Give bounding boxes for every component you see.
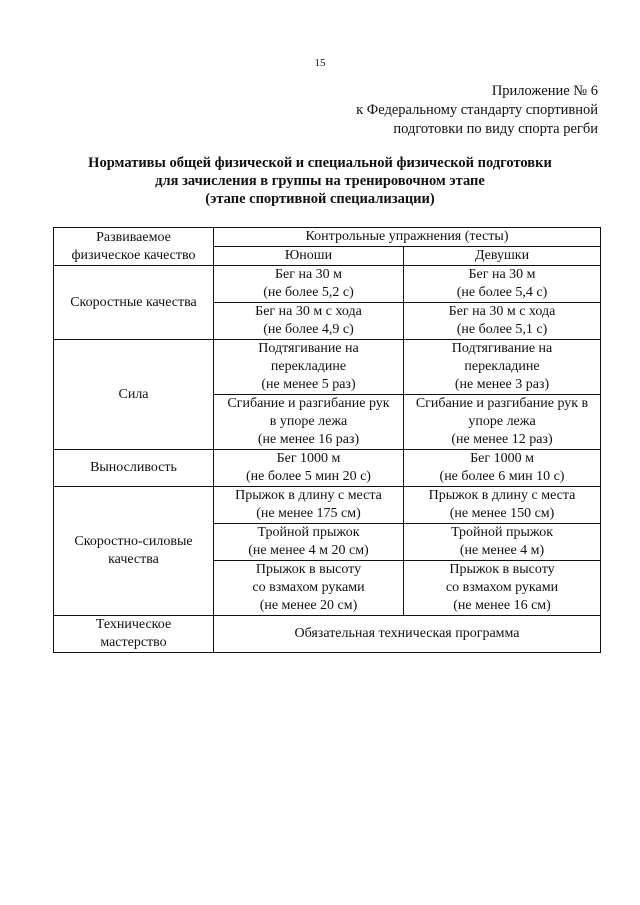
header-boys: Юноши [214,247,404,266]
cell-line: Бег 1000 м [470,451,534,466]
cell-line: (не менее 175 см) [256,506,361,521]
header-quality-line: физическое качество [71,247,196,263]
cell-line: (не более 5,4 с) [456,285,548,300]
test-cell-boys [214,524,404,561]
test-cell-girls [404,487,601,524]
page-number: 15 [314,57,326,69]
cell-line: (не менее 3 раз) [454,377,550,392]
cell-line: Подтягивание на [451,341,553,356]
test-cell-girls [404,450,601,487]
header-tests: Контрольные упражнения (тесты) [214,228,601,247]
cell-line: (не менее 12 раз) [451,432,553,447]
cell-line: Подтягивание на [258,341,359,356]
title-line: Нормативы общей физической и специальной физической подготовки [88,155,552,171]
table-row [54,340,601,395]
cell-line: (не более 5 мин 20 с) [246,469,371,484]
quality-cell [54,340,214,450]
header-quality-line: Развиваемое [96,229,171,245]
test-cell-boys [214,303,404,340]
cell-line: со взмахом руками [252,580,365,595]
cell-line: качества [108,552,159,567]
cell-line: Прыжок в высоту [449,562,555,577]
cell-line: (не менее 16 см) [453,598,551,613]
cell-line: (не более 5,2 с) [263,285,354,300]
cell-line: (не более 4,9 с) [263,322,354,337]
cell-line: (не менее 150 см) [449,506,555,521]
test-cell-girls [404,395,601,450]
appendix-line: Приложение № 6 [491,83,598,99]
table-row [54,266,601,303]
quality-cell [54,266,214,340]
cell-line: Бег на 30 м [468,267,536,282]
cell-line: в упоре лежа [269,414,348,429]
appendix-line: подготовки по виду спорта регби [393,121,598,137]
test-cell-boys [214,266,404,303]
cell-line: перекладине [464,359,540,374]
appendix-reference [356,82,598,139]
cell-line: Бег 1000 м [276,451,341,466]
document-title [0,154,640,208]
title-line: для зачисления в группы на тренировочном этапе [155,173,485,189]
cell-line: Бег на 30 м с хода [448,304,556,319]
test-cell-boys [214,450,404,487]
cell-line: Скоростные качества [70,294,197,310]
cell-line: со взмахом руками [445,580,559,595]
cell-line: Выносливость [90,460,177,475]
cell-line: (не менее 4 м 20 см) [248,543,369,558]
norms-table [53,227,601,653]
test-cell-boys [214,395,404,450]
cell-line: Сгибание и разгибание рук [227,396,390,411]
test-cell-girls [404,303,601,340]
cell-line: Тройной прыжок [257,525,360,540]
test-cell-girls [404,266,601,303]
cell-line: Бег на 30 м с хода [255,304,362,319]
title-line: (этапе спортивной специализации) [205,191,435,207]
header-quality [54,228,214,266]
header-girls: Девушки [404,247,601,266]
appendix-line: к Федеральному стандарту спортивной [356,102,598,118]
cell-line: Сила [118,386,149,402]
quality-cell [54,450,214,487]
test-cell-boys [214,487,404,524]
cell-line: Прыжок в длину с места [235,488,382,503]
test-cell-girls [404,524,601,561]
cell-line: перекладине [270,359,347,374]
cell-line: Бег на 30 м [274,267,343,282]
test-cell-girls [404,561,601,616]
cell-line: Скоростно-силовые [74,534,193,549]
cell-line: Техническое [95,617,172,632]
cell-line: (не менее 16 раз) [257,432,360,447]
cell-line: (не менее 4 м) [459,543,545,558]
quality-cell [54,487,214,616]
table-row [54,616,601,653]
cell-line: Сгибание и разгибание рук в [415,396,589,411]
quality-cell [54,616,214,653]
cell-line: Прыжок в высоту [255,562,362,577]
cell-line: мастерство [100,635,167,650]
cell-line: Прыжок в длину с места [428,488,576,503]
cell-line: упоре лежа [468,414,536,429]
table-row [54,487,601,524]
cell-line: (не менее 5 раз) [261,377,356,392]
merged-test-cell: Обязательная техническая программа [214,616,601,653]
test-cell-girls [404,340,601,395]
test-cell-boys [214,340,404,395]
test-cell-boys [214,561,404,616]
cell-line: Тройной прыжок [450,525,554,540]
cell-line: (не менее 20 см) [259,598,358,613]
table-row [54,450,601,487]
cell-line: (не более 6 мин 10 с) [439,469,565,484]
cell-line: (не более 5,1 с) [456,322,548,337]
